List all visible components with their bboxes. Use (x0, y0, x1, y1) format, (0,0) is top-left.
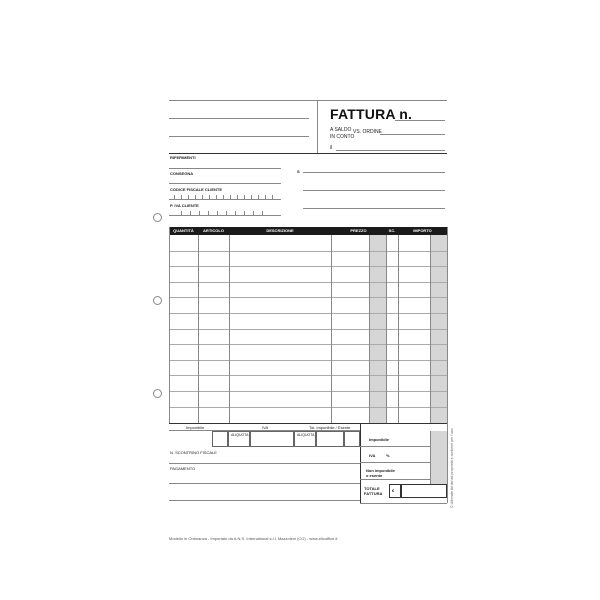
header-line-top-left (169, 100, 317, 101)
piva-tick (253, 211, 254, 215)
ordine-label: VS. ORDINE (353, 129, 382, 135)
riferimenti-label: RIFERIMENTI (170, 155, 196, 160)
pagamento-line-1 (169, 483, 360, 484)
pagamento-label: PAGAMENTO (170, 466, 196, 471)
right-address-line-1 (303, 172, 445, 173)
punch-hole-top (153, 213, 162, 222)
aliquota-label-right: ALIQUOTA (297, 433, 315, 437)
table-row-line (169, 266, 447, 267)
cf-tick (195, 195, 196, 199)
riferimenti-line (169, 153, 447, 154)
cf-tick (223, 195, 224, 199)
summary-top-line (169, 423, 447, 424)
cf-tick (188, 195, 189, 199)
imponibile-box (212, 431, 228, 447)
codice-fiscale-line (169, 199, 281, 200)
cf-tick (258, 195, 259, 199)
cf-tick (244, 195, 245, 199)
cf-tick (230, 195, 231, 199)
col-prezzo: PREZZO (350, 228, 367, 233)
conto-label: IN CONTO (330, 134, 355, 140)
cf-tick (265, 195, 266, 199)
piva-line (169, 215, 281, 216)
col-line (331, 235, 332, 423)
table-row-line (169, 375, 447, 376)
iva-value-box (250, 431, 294, 447)
col-line (229, 235, 230, 423)
piva-tick (190, 211, 191, 215)
totale-label-2: FATTURA (364, 491, 383, 496)
summary-bottom-line (360, 503, 447, 504)
table-row-line (169, 329, 447, 330)
table-row-line (169, 391, 447, 392)
pagamento-line-2 (169, 500, 360, 501)
piva-tick (235, 211, 236, 215)
del-line (336, 150, 445, 151)
iva-right-label: IVA (369, 453, 376, 458)
ordine-line (380, 134, 445, 135)
iva-value-box-2 (316, 431, 344, 447)
imponibile-label: Imponibile (186, 425, 205, 430)
invoice-title: FATTURA n. (330, 106, 413, 122)
piva-tick (244, 211, 245, 215)
piva-label: P. IVA CLIENTE (170, 203, 199, 208)
totale-value-box (401, 484, 447, 498)
del-label: il (330, 145, 333, 151)
right-address-line-2 (303, 190, 445, 191)
table-row-line (169, 282, 447, 283)
riferimenti-fill-line (169, 168, 281, 169)
cf-tick (202, 195, 203, 199)
cf-tick (209, 195, 210, 199)
col-line (169, 227, 170, 423)
iva-label: IVA (262, 425, 269, 430)
saldo-label: A SALDO (330, 127, 352, 133)
col-line (430, 235, 431, 423)
euro-symbol: € (392, 488, 395, 493)
summary-cents-line (430, 431, 431, 484)
footer-text: Modello in Ordinanza - Importato da A.N.S. International s.r.l. Mazzoleni (CO) - www.elicoffice.it (169, 536, 338, 541)
cf-tick (251, 195, 252, 199)
consegna-line (169, 183, 281, 184)
piva-tick (262, 211, 263, 215)
cf-tick (216, 195, 217, 199)
summary-cents-shade (430, 431, 447, 484)
percent-label: % (386, 453, 390, 458)
col-line (386, 235, 387, 423)
cf-tick (272, 195, 273, 199)
punch-hole-middle (153, 296, 162, 305)
left-address-line-2 (169, 136, 309, 137)
cf-tick (181, 195, 182, 199)
table-row-line (169, 251, 447, 252)
piva-tick (199, 211, 200, 215)
table-row-line (169, 360, 447, 361)
piva-tick (208, 211, 209, 215)
summary-right-edge (447, 423, 448, 503)
scontrino-label: N. SCONTRINO FISCALE (170, 450, 217, 455)
scontrino-line (169, 463, 360, 464)
col-descrizione: DESCRIZIONE (266, 228, 294, 233)
table-row-line (169, 313, 447, 314)
totale-label-1: TOTALE (364, 486, 380, 491)
cf-tick (174, 195, 175, 199)
col-importo: IMPORTO (413, 228, 432, 233)
right-address-line-3 (303, 208, 445, 209)
tot-imponibile-label: Tot. imponibile / Esente (309, 425, 351, 430)
piva-tick (217, 211, 218, 215)
non-imponibile-label: Non imponibile o esente (366, 468, 395, 478)
col-line (447, 227, 448, 423)
s-label: S (297, 169, 300, 174)
header-divider (317, 100, 318, 153)
piva-tick (181, 211, 182, 215)
col-line (198, 235, 199, 423)
side-note: © Ultimate ltd del ad proprietà e contiene per l'uso (450, 428, 454, 508)
codice-fiscale-label: CODICE FISCALE CLIENTE (170, 187, 223, 192)
final-box (344, 431, 360, 447)
table-row-line (169, 407, 447, 408)
table-row-line (169, 344, 447, 345)
aliquota-label-left: ALIQUOTA (231, 433, 249, 437)
invoice-number-line (395, 120, 445, 121)
summary-divider (360, 423, 361, 503)
piva-tick (226, 211, 227, 215)
col-quantita: QUANTITÀ (173, 228, 194, 233)
totale-euro-box (389, 484, 401, 498)
header-line-top-right (317, 100, 447, 101)
consegna-label: CONSEGNA (170, 171, 194, 176)
left-address-line-1 (169, 118, 309, 119)
col-articolo: ARTICOLO (203, 228, 224, 233)
punch-hole-bottom (153, 389, 162, 398)
col-line (398, 235, 399, 423)
cf-tick (237, 195, 238, 199)
table-row-line (169, 297, 447, 298)
imponibile-right-label: Imponibile (369, 437, 389, 442)
col-sconto: SC. (388, 228, 396, 233)
col-line (369, 235, 370, 423)
